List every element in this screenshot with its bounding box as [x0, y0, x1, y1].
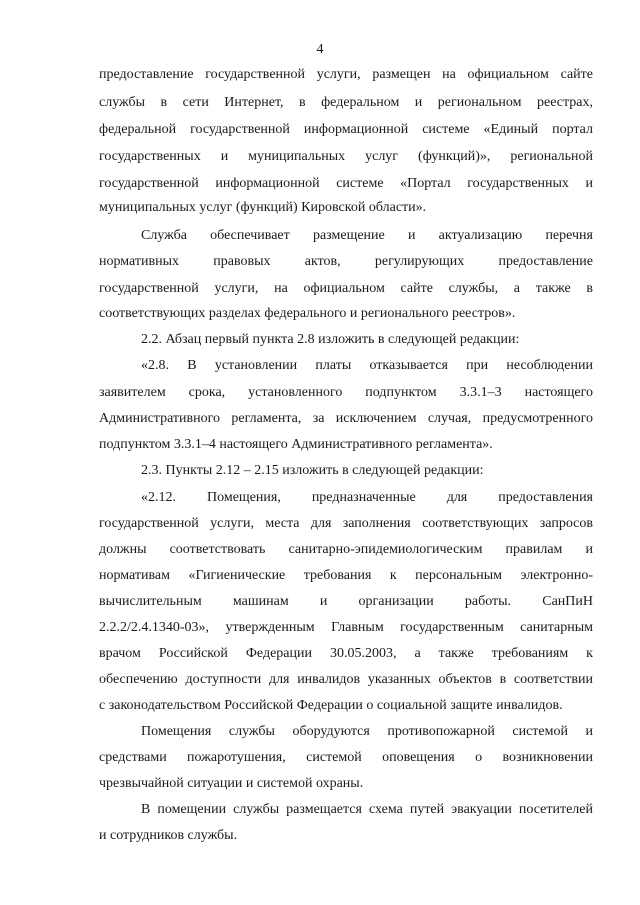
text-line: обеспечению доступности для инвалидов указанных объектов в соответствии: [99, 672, 593, 687]
text-line: службы в сети Интернет, в федеральном и региональном реестрах,: [99, 95, 593, 110]
text-line: Служба обеспечивает размещение и актуализацию перечня: [141, 228, 593, 243]
text-line: подпунктом 3.3.1–4 настоящего Административного регламента».: [99, 437, 493, 452]
text-line: муниципальных услуг (функций) Кировской области».: [99, 200, 427, 215]
text-line: нормативам «Гигиенические требования к персональным электронно-: [99, 568, 593, 583]
text-line: предоставление государственной услуги, размещен на официальном сайте: [99, 67, 593, 82]
text-line: нормативных правовых актов, регулирующих предоставление: [99, 254, 593, 269]
text-line: федеральной государственной информационной системе «Единый портал: [99, 122, 593, 137]
text-line: Административного регламента, за исключением случая, предусмотренного: [99, 411, 593, 426]
text-line: и сотрудников службы.: [99, 828, 238, 843]
text-line: вычислительным машинам и организации работы. СанПиН: [99, 594, 593, 609]
text-line: «2.12. Помещения, предназначенные для предоставления: [141, 490, 593, 505]
text-line: Помещения службы оборудуются противопожарной системой и: [141, 724, 593, 739]
text-line: 2.3. Пункты 2.12 – 2.15 изложить в следующей редакции:: [141, 463, 484, 478]
text-line: чрезвычайной ситуации и системой охраны.: [99, 776, 364, 791]
text-line: 2.2.2/2.4.1340-03», утвержденным Главным государственным санитарным: [99, 620, 593, 635]
text-line: «2.8. В установлении платы отказывается при несоблюдении: [141, 358, 593, 373]
page-number: 4: [316, 42, 324, 57]
text-line: с законодательством Российской Федерации о социальной защите инвалидов.: [99, 698, 563, 713]
text-line: государственной информационной системе «Портал государственных и: [99, 176, 593, 191]
text-line: соответствующих разделах федерального и регионального реестров».: [99, 306, 516, 321]
text-line: государственной услуги, на официальном сайте службы, а также в: [99, 281, 593, 296]
text-line: врачом Российской Федерации 30.05.2003, а также требованиям к: [99, 646, 593, 661]
text-line: государственных и муниципальных услуг (функций)», региональной: [99, 149, 593, 164]
text-line: государственной услуги, места для заполнения соответствующих запросов: [99, 516, 593, 531]
text-line: 2.2. Абзац первый пункта 2.8 изложить в следующей редакции:: [141, 332, 520, 347]
text-line: В помещении службы размещается схема путей эвакуации посетителей: [141, 802, 593, 817]
text-line: должны соответствовать санитарно-эпидемиологическим правилам и: [99, 542, 593, 557]
text-line: средствами пожаротушения, системой оповещения о возникновении: [99, 750, 593, 765]
text-line: заявителем срока, установленного подпунктом 3.3.1–3 настоящего: [99, 385, 593, 400]
